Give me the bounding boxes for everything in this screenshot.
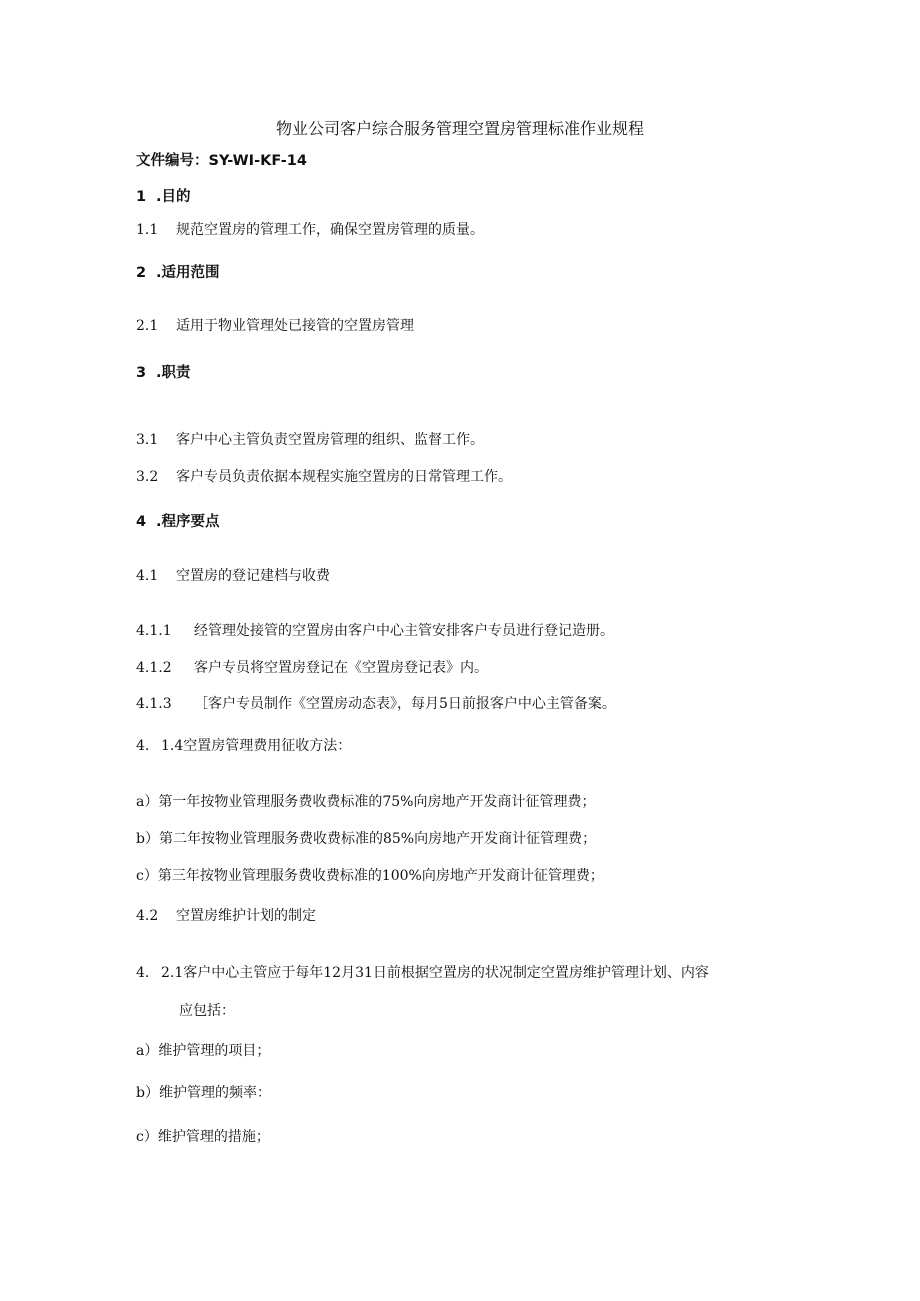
clause-number: 4.1.3 <box>136 696 172 712</box>
clause-number: 3.2 <box>136 469 159 485</box>
clause-text: 客户专员将空置房登记在《空置房登记表》内。 <box>194 660 488 676</box>
section-title: .适用范围 <box>156 265 220 281</box>
clause-text: 1.4空置房管理费用征收方法： <box>161 738 352 754</box>
section-title: .职责 <box>156 365 191 381</box>
paragraph <box>136 219 484 239</box>
clause-number: 4.1.2 <box>136 660 172 676</box>
clause-text: 2.1客户中心主管应于每年12月31日前根据空置房的状况制定空置房维护管理计划、内容 <box>161 965 709 981</box>
paragraph <box>136 620 614 640</box>
paragraph <box>136 905 316 925</box>
clause-number: 2.1 <box>136 318 159 334</box>
clause-number: 4. <box>136 738 150 754</box>
section-number: 4 <box>136 514 147 530</box>
paragraph <box>136 315 414 335</box>
list-item: c）维护管理的措施； <box>136 1129 270 1145</box>
list-item: c）第三年按物业管理服务费收费标准的100%向房地产开发商计征管理费； <box>136 868 604 884</box>
paragraph <box>136 962 709 982</box>
paragraph <box>136 735 351 755</box>
paragraph <box>136 466 512 486</box>
clause-number: 4. <box>136 965 150 981</box>
paragraph <box>136 429 484 449</box>
clause-text: 经管理处接管的空置房由客户中心主管安排客户专员进行登记造册。 <box>194 623 614 639</box>
clause-text: 客户中心主管负责空置房管理的组织、监督工作。 <box>176 432 484 448</box>
clause-text: 适用于物业管理处已接管的空置房管理 <box>176 318 414 334</box>
clause-number: 4.1.1 <box>136 623 172 639</box>
section-heading <box>136 510 220 531</box>
clause-text: 空置房的登记建档与收费 <box>176 568 330 584</box>
section-number: 1 <box>136 189 147 205</box>
list-item: b）第二年按物业管理服务费收费标准的85%向房地产开发商计征管理费； <box>136 831 597 847</box>
section-number: 2 <box>136 265 147 281</box>
clause-text: 空置房维护计划的制定 <box>176 908 316 924</box>
clause-text: ［客户专员制作《空置房动态表》，每月5日前报客户中心主管备案。 <box>194 696 616 712</box>
section-heading <box>136 361 191 382</box>
list-item: a）第一年按物业管理服务费收费标准的75%向房地产开发商计征管理费； <box>136 794 596 810</box>
section-heading <box>136 185 191 206</box>
clause-text: 客户专员负责依据本规程实施空置房的日常管理工作。 <box>176 469 512 485</box>
list-item: b）维护管理的频率： <box>136 1085 271 1101</box>
section-heading <box>136 261 220 282</box>
list-item: a）维护管理的项目； <box>136 1043 271 1059</box>
section-number: 3 <box>136 365 147 381</box>
document-title: 物业公司客户综合服务管理空置房管理标准作业规程 <box>275 119 644 138</box>
paragraph-continuation: 应包括： <box>179 1003 235 1019</box>
clause-number: 3.1 <box>136 432 159 448</box>
paragraph <box>136 565 330 585</box>
clause-number: 1.1 <box>136 222 159 238</box>
document-number: 文件编号：SY-WI-KF-14 <box>136 153 307 169</box>
paragraph <box>136 693 616 713</box>
clause-text: 规范空置房的管理工作，确保空置房管理的质量。 <box>176 222 484 238</box>
clause-number: 4.2 <box>136 908 159 924</box>
clause-number: 4.1 <box>136 568 159 584</box>
section-title: .程序要点 <box>156 514 220 530</box>
section-title: .目的 <box>156 189 191 205</box>
paragraph <box>136 657 488 677</box>
